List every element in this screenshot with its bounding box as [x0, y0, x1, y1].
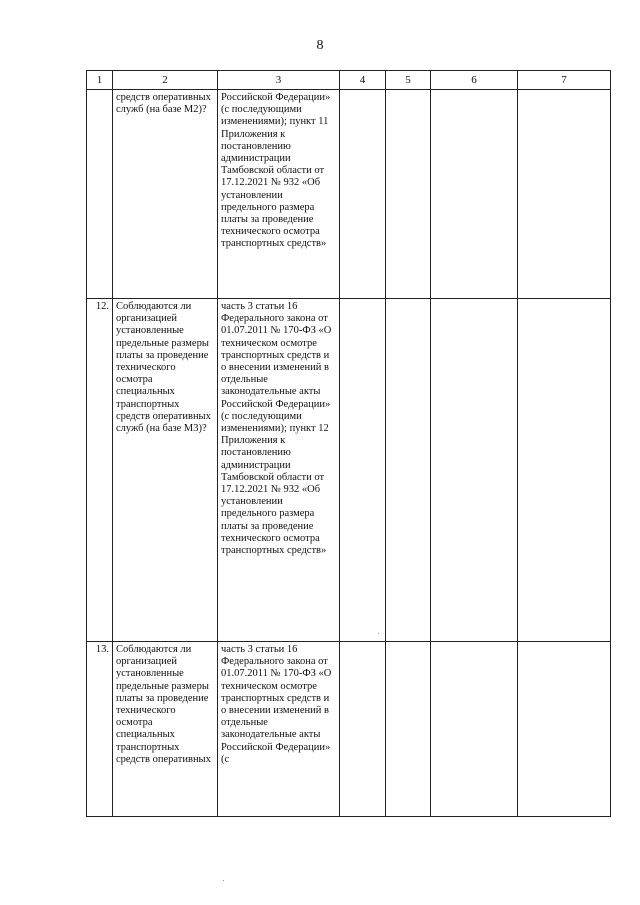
question-cell: Соблюдаются ли организацией установленные предельные размеры платы за проведение технического осмотра специальных транспортных средств оперативных служб (на базе М3)? [113, 299, 218, 642]
answer-cell-5 [386, 299, 431, 642]
answer-cell-6 [431, 299, 518, 642]
row-number: 12. [87, 299, 113, 642]
row-number: 13. [87, 642, 113, 817]
header-row [87, 71, 611, 90]
header-cell-2: 2 [113, 71, 218, 90]
checklist-table [86, 70, 611, 817]
header-cell-4: 4 [340, 71, 386, 90]
answer-cell-5 [386, 642, 431, 817]
answer-cell-6 [431, 90, 518, 299]
reference-cell: часть 3 статьи 16 Федерального закона от 01.07.2011 № 170-ФЗ «О техническом осмотре транспортных средств и о внесении изменений в отдельные законодательные акты Российской Федерации» (с последующими изменениями); пункт 12 Приложения к постановлению администрации Тамбовской области от 17.12.2021 № 932 «Об установлении предельного размера платы за проведение технического осмотра транспортных средств» [218, 299, 340, 642]
header-cell-3: 3 [218, 71, 340, 90]
answer-cell-4 [340, 90, 386, 299]
row-number [87, 90, 113, 299]
answer-cell-6 [431, 642, 518, 817]
reference-cell: часть 3 статьи 16 Федерального закона от 01.07.2011 № 170-ФЗ «О техническом осмотре транспортных средств и о внесении изменений в отдельные законодательные акты Российской Федерации» (с [218, 642, 340, 817]
header-cell-5: 5 [386, 71, 431, 90]
answer-cell-7 [518, 642, 611, 817]
scan-speck [223, 880, 224, 881]
header-cell-6: 6 [431, 71, 518, 90]
answer-cell-5 [386, 90, 431, 299]
question-cell: средств оперативных служб (на базе М2)? [113, 90, 218, 299]
table-row [87, 299, 611, 642]
page-number: 8 [316, 38, 324, 53]
answer-cell-4 [340, 299, 386, 642]
header-cell-7: 7 [518, 71, 611, 90]
answer-cell-7 [518, 299, 611, 642]
question-cell: Соблюдаются ли организацией установленные предельные размеры платы за проведение технического осмотра специальных транспортных средств оперативных [113, 642, 218, 817]
header-cell-1: 1 [87, 71, 113, 90]
table-row [87, 642, 611, 817]
answer-cell-7 [518, 90, 611, 299]
scan-speck [378, 633, 379, 634]
reference-cell: Российской Федерации» (с последующими изменениями); пункт 11 Приложения к постановлению администрации Тамбовской области от 17.12.2021 № 932 «Об установлении предельного размера платы за проведение технического осмотра транспортных средств» [218, 90, 340, 299]
table-row [87, 90, 611, 299]
answer-cell-4 [340, 642, 386, 817]
